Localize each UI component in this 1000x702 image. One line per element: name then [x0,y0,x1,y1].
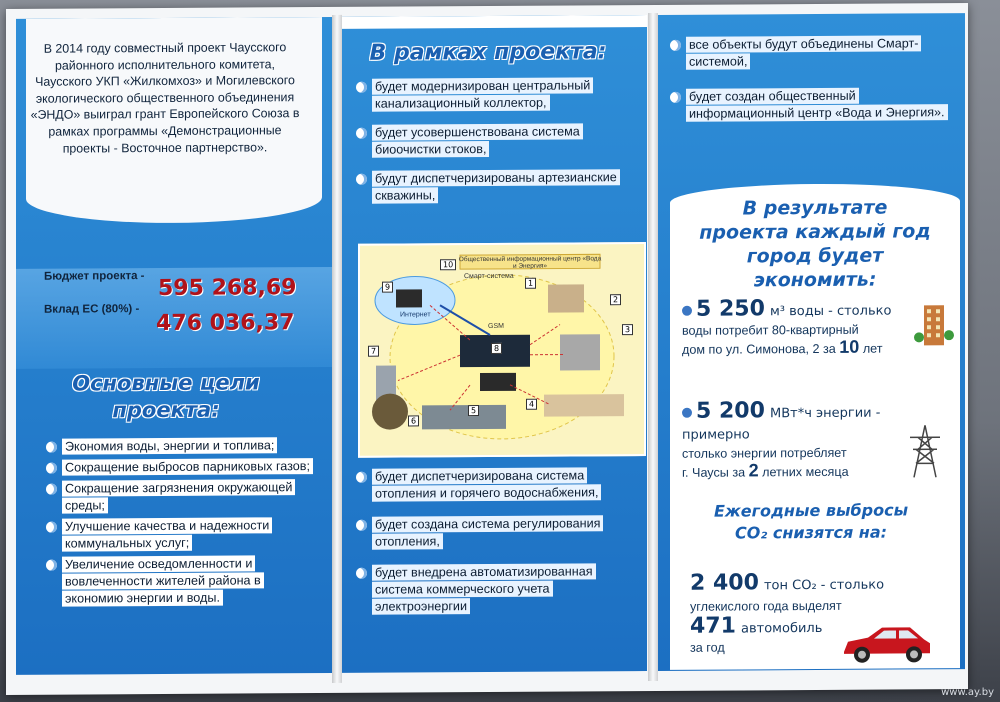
bullet-icon [670,92,681,103]
bullet-icon [682,408,692,418]
goals-heading [66,369,266,424]
project-heading: В рамках проекта: [369,39,607,66]
bullet-icon [670,40,681,51]
diagram-number: 4 [526,399,537,410]
smart-system-diagram [358,242,646,458]
water-unit: м³ воды - столько [769,303,892,320]
bullet-icon [46,522,57,533]
energy-text-line2: г. Чаусы за 2 летних месяца [682,460,849,481]
building-icon [914,301,954,347]
results-heading-line3: город будет экономить: [746,244,884,292]
project-item: будут диспетчеризированы артезианские скважины, [356,169,641,205]
energy-months: 2 [748,460,759,481]
project-item: будет модернизирован центральный канализационный коллектор, [356,77,641,113]
goal-item: Увеличение осведомленности и вовлеченности жителей района в экономию энергии и воды. [46,555,314,608]
project-item: будет усовершенствована система биоочистки стоков, [356,123,641,159]
fold-line [648,13,658,681]
budget-label: Бюджет проекта - [44,270,145,283]
goal-item: Сокращение выбросов парниковых газов; [46,458,314,477]
diagram-number: 1 [525,278,536,289]
bullet-icon [46,463,57,474]
bullet-icon [356,520,367,531]
water-value: 5 250 [696,296,765,322]
bullet-icon [356,174,367,185]
co2-text: углекислого года выделят [690,598,842,614]
system-item: все объекты будут объединены Смарт-системой, [670,35,950,71]
bullet-icon [356,472,367,483]
energy-unit: МВт*ч энергии - примерно [682,405,881,443]
results-heading-line1: В результате [742,196,888,220]
goals-heading-line1: Основные цели [72,370,260,396]
car-icon [840,621,934,666]
diagram-number: 3 [622,324,633,335]
diagram-number: 6 [408,415,419,426]
project-item: будет создана система регулирования отопления, [356,515,641,551]
system-list [670,35,950,123]
project-list-top [356,77,641,205]
diagram-number: 9 [382,282,393,293]
project-item: будет диспетчеризирована система отопления и горячего водоснабжения, [356,467,641,503]
brochure [6,3,968,695]
watermark: www.ay.by [941,687,994,698]
bullet-icon [682,306,692,316]
diagram-number: 7 [368,346,379,357]
goal-item: Улучшение качества и надежности коммунальных услуг; [46,517,314,553]
diagram-label: Интернет [400,311,431,319]
goals-list [46,437,314,608]
eu-label: Вклад ЕС (80%) - [44,303,140,316]
water-stat [682,295,922,358]
emissions-heading-line2: CO₂ снизятся на: [734,522,888,543]
co2-unit: тон CO₂ - столько [763,577,885,594]
project-item: будет внедрена автоматизированная система коммерческого учета электроэнергии [356,563,641,616]
diagram-label: Смарт-система [464,272,514,281]
eu-value: 476 036,37 [156,310,295,337]
water-years: 10 [839,336,860,357]
bullet-icon [46,442,57,453]
goals-heading-line2: проекта: [112,397,220,423]
bullet-icon [46,560,57,571]
power-tower-icon [904,423,946,479]
diagram-label: GSM [488,322,504,330]
emissions-heading-line1: Ежегодные выбросы [713,500,909,521]
energy-text: столько энергии потребляет [682,445,847,461]
project-list-bottom [356,467,641,616]
bullet-icon [356,128,367,139]
goal-item: Экономия воды, энергии и топлива; [46,437,314,456]
results-heading-line2: проекта каждый год [699,220,931,244]
diagram-number: 8 [491,343,502,354]
bullet-icon [356,82,367,93]
water-text-line2: дом по ул. Симонова, 2 за 10 лет [682,336,883,357]
diagram-number: 5 [468,405,479,416]
energy-value: 5 200 [696,398,765,424]
system-item: будет создан общественный информационный центр «Вода и Энергия». [670,87,950,123]
co2-value: 2 400 [690,570,759,596]
bullet-icon [356,568,367,579]
results-heading [684,195,946,293]
fold-line [332,15,342,683]
emissions-heading [696,499,926,544]
budget-value: 595 268,69 [158,275,297,302]
goal-item: Сокращение загрязнения окружающей среды; [46,479,314,515]
diagram-number: 2 [610,294,621,305]
intro-text: В 2014 году совместный проект Чаусского районного исполнительного комитета, Чаусского УКП «Жилкомхоз» и Могилевского экологического общественного объединения «ЭНДО» выиграл грант Европейского Союза в рамках программы «Демонстрационные проекты - Восточное партнерство». [30,40,300,156]
co2-cars-line: 471 автомобиль [690,613,823,639]
bullet-icon [46,484,57,495]
diagram-number: 10 [440,259,456,270]
water-text: воды потребит 80-квартирный [682,322,859,338]
diagram-title: Общественный информационный центр «Вода и Энергия» [458,255,602,270]
cars-value: 471 [690,613,736,639]
co2-period: за год [690,640,725,655]
